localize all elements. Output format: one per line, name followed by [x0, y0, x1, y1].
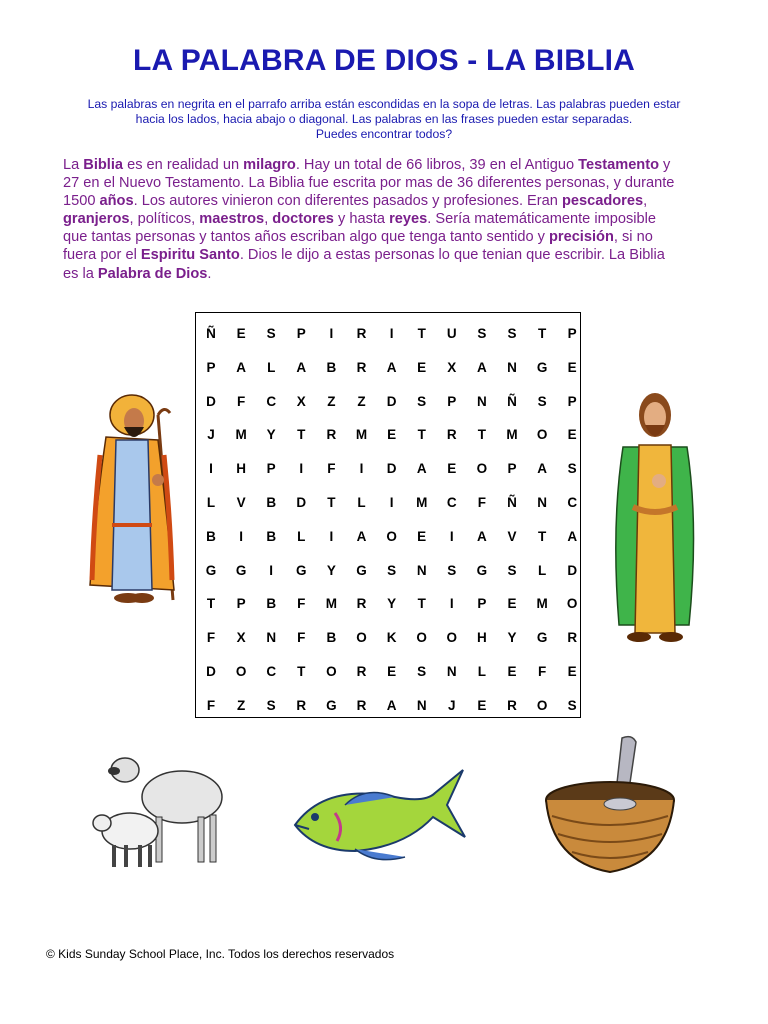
grid-letter: D [206, 664, 216, 679]
grid-letter: R [356, 359, 367, 375]
grid-letter: D [386, 393, 397, 409]
grid-letter: T [537, 326, 547, 341]
man-with-staff-illustration [78, 385, 188, 610]
grid-letter: Y [326, 562, 336, 578]
grid-letter: S [507, 326, 517, 341]
paragraph-text: , políticos, [129, 211, 200, 228]
paragraph-text: que tantas personas y tantos años escriban algo que tenga tanto sentido y [63, 229, 549, 246]
grid-letter: C [266, 664, 277, 679]
grid-letter: A [386, 359, 397, 375]
bold-keyword: Biblia [83, 157, 124, 173]
bold-keyword: pescadores [561, 193, 644, 210]
grid-letter: Ñ [507, 393, 517, 409]
grid-letter: O [235, 664, 247, 679]
grid-letter: E [417, 528, 427, 544]
bold-keyword: precisión [548, 229, 614, 246]
grid-letter: X [236, 630, 246, 646]
grid-letter: M [325, 596, 338, 612]
grid-letter: P [567, 393, 577, 409]
grid-letter: L [297, 528, 306, 544]
instructions-line: Las palabras en negrita en el parrafo arriba están escondidas en la sopa de letras. Las palabras pueden estar [87, 97, 681, 111]
grid-letter: E [236, 326, 246, 341]
grid-letter: C [446, 495, 457, 510]
grid-letter: A [537, 461, 547, 477]
paragraph-line [63, 174, 711, 192]
paragraph-line [63, 265, 711, 283]
grid-letter: M [536, 596, 548, 612]
bold-keyword: granjeros [63, 211, 130, 228]
paragraph-text: es la [63, 265, 98, 282]
instructions-line: hacia los lados, hacia abajo o diagonal. Las palabras en las frases pueden estar separadas. [135, 112, 633, 126]
grid-row [196, 385, 580, 419]
grid-letter: L [537, 562, 547, 578]
paragraph-text: , [643, 193, 648, 210]
instructions-line: Puedes encontrar todos? [315, 127, 453, 141]
paragraph-text: es en realidad un [123, 157, 244, 173]
grid-letter: R [446, 427, 457, 443]
grid-letter: E [507, 596, 517, 612]
paragraph-line [63, 156, 711, 174]
grid-letter: P [296, 326, 306, 341]
grid-letter: Y [387, 596, 397, 612]
bold-keyword: Espiritu Santo [140, 247, 240, 264]
grid-row [196, 621, 580, 655]
grid-letter: T [297, 664, 306, 679]
paragraph-text: , [264, 211, 273, 228]
grid-letter: R [507, 697, 517, 713]
grid-letter: R [296, 697, 307, 713]
grid-letter: P [507, 461, 517, 477]
grid-row [196, 418, 580, 452]
grid-letter: E [417, 359, 427, 375]
sheep-illustration [90, 745, 235, 875]
grid-letter: S [477, 326, 487, 341]
grid-letter: H [477, 630, 487, 646]
grid-letter: L [267, 359, 276, 375]
grid-letter: V [507, 528, 517, 544]
grid-letter: S [417, 664, 427, 679]
grid-letter: G [205, 562, 217, 578]
grid-letter: M [506, 427, 518, 443]
grid-letter: A [477, 528, 487, 544]
grid-letter: N [477, 393, 487, 409]
grid-letter: E [507, 664, 517, 679]
grid-letter: F [236, 393, 246, 409]
grid-row [196, 520, 580, 554]
grid-letter: O [566, 596, 578, 612]
grid-row [196, 452, 580, 486]
grid-letter: O [446, 630, 458, 646]
grid-letter: I [389, 326, 394, 341]
grid-letter: S [387, 562, 397, 578]
grid-letter: O [476, 461, 488, 477]
grid-letter: N [416, 562, 427, 578]
grid-letter: D [386, 461, 397, 477]
grid-row [196, 689, 580, 723]
grid-letter: B [266, 528, 277, 544]
fish-illustration [285, 765, 470, 870]
grid-letter: G [296, 562, 307, 578]
grid-letter: Z [327, 393, 336, 409]
grid-letter: E [447, 461, 457, 477]
grid-letter: G [536, 630, 548, 646]
grid-letter: N [507, 359, 517, 375]
grid-letter: E [567, 359, 577, 375]
paragraph-text: , si no [613, 229, 653, 246]
grid-letter: I [389, 495, 394, 510]
grid-letter: I [269, 562, 274, 578]
grid-letter: F [537, 664, 547, 679]
grid-letter: A [477, 359, 487, 375]
grid-letter: L [477, 664, 487, 679]
grid-letter: I [299, 461, 304, 477]
paragraph-text: . [207, 265, 212, 282]
grid-letter: S [567, 461, 577, 477]
grid-letter: R [356, 697, 367, 713]
grid-letter: F [297, 596, 306, 612]
grid-letter: M [416, 495, 428, 510]
grid-letter: I [449, 528, 454, 544]
grid-letter: N [416, 697, 427, 713]
grid-letter: Ñ [206, 326, 216, 341]
bold-keyword: años [99, 193, 134, 210]
paragraph-text: y hasta [333, 211, 390, 228]
grid-letter: J [207, 427, 215, 443]
grid-letter: T [537, 528, 547, 544]
paragraph-text: 27 en el Nuevo Testamento. La Biblia fue escrita por mas de 36 diferentes personas, y durante [63, 175, 675, 192]
grid-letter: S [567, 697, 577, 713]
grid-letter: B [326, 630, 337, 646]
copyright-footer: © Kids Sunday School Place, Inc. Todos los derechos reservados [46, 947, 395, 961]
grid-letter: C [266, 393, 277, 409]
grid-letter: B [326, 359, 337, 375]
grid-letter: J [448, 697, 456, 713]
word-search-grid [195, 312, 581, 718]
grid-letter: R [326, 427, 337, 443]
grid-row [196, 351, 580, 385]
grid-letter: T [206, 596, 216, 612]
grid-letter: O [326, 664, 337, 679]
grid-letter: T [417, 326, 426, 341]
grid-letter: N [537, 495, 547, 510]
grid-letter: R [356, 326, 367, 341]
grid-letter: T [417, 596, 426, 612]
bold-keyword: doctores [272, 211, 334, 228]
grid-letter: G [356, 562, 367, 578]
instructions [60, 97, 708, 142]
grid-letter: N [266, 630, 277, 646]
grid-letter: F [297, 630, 306, 646]
grid-letter: Y [266, 427, 276, 443]
grid-letter: P [447, 393, 457, 409]
paragraph-text: La [63, 157, 84, 173]
grid-letter: C [567, 495, 578, 510]
grid-letter: I [239, 528, 243, 544]
grid-letter: F [327, 461, 336, 477]
grid-letter: A [356, 528, 367, 544]
bold-keyword: milagro [243, 157, 296, 173]
grid-letter: M [235, 427, 247, 443]
grid-letter: T [477, 427, 487, 443]
bible-paragraph [63, 156, 711, 283]
grid-letter: Ñ [507, 495, 517, 510]
grid-letter: P [567, 326, 577, 341]
grid-letter: A [296, 359, 307, 375]
grid-row [196, 554, 580, 588]
grid-letter: O [356, 630, 367, 646]
grid-letter: I [329, 326, 334, 341]
grid-letter: G [536, 359, 548, 375]
paragraph-line [63, 246, 711, 264]
grid-letter: E [387, 664, 397, 679]
grid-letter: T [417, 427, 426, 443]
grid-letter: S [417, 393, 427, 409]
grid-letter: U [446, 326, 457, 341]
grid-letter: I [449, 596, 454, 612]
bold-keyword: Palabra de Dios [97, 265, 208, 282]
grid-letter: R [356, 664, 367, 679]
grid-letter: S [507, 562, 517, 578]
grid-letter: I [359, 461, 364, 477]
grid-row [196, 587, 580, 621]
paragraph-text: . Hay un total de 66 libros, 39 en el Antiguo [295, 157, 579, 173]
paragraph-line [63, 192, 711, 210]
bold-keyword: reyes [389, 211, 428, 228]
man-in-green-robe-illustration [605, 385, 705, 650]
grid-letter: F [206, 697, 216, 713]
page-title: LA PALABRA DE DIOS - LA BIBLIA [132, 44, 636, 77]
grid-letter: X [447, 359, 457, 375]
bold-keyword: maestros [199, 211, 265, 228]
paragraph-line [63, 228, 711, 246]
grid-letter: L [357, 495, 366, 510]
grid-letter: B [266, 596, 277, 612]
grid-letter: P [266, 461, 276, 477]
grid-letter: T [327, 495, 336, 510]
paragraph-text: fuera por el [63, 247, 141, 264]
mortar-and-pestle-illustration [540, 730, 680, 880]
grid-letter: A [386, 697, 397, 713]
grid-letter: S [266, 326, 276, 341]
grid-letter: P [477, 596, 487, 612]
grid-letter: O [416, 630, 427, 646]
grid-letter: R [356, 596, 367, 612]
grid-letter: E [567, 427, 577, 443]
bold-keyword: Testamento [578, 157, 659, 173]
grid-letter: D [296, 495, 307, 510]
grid-letter: Y [507, 630, 517, 646]
grid-letter: Z [357, 393, 366, 409]
grid-row [196, 486, 580, 520]
grid-letter: V [236, 495, 246, 510]
grid-letter: N [446, 664, 457, 679]
grid-letter: S [537, 393, 547, 409]
grid-letter: B [266, 495, 277, 510]
grid-letter: A [416, 461, 427, 477]
grid-letter: F [206, 630, 216, 646]
grid-letter: K [386, 630, 397, 646]
grid-letter: A [567, 528, 578, 544]
grid-letter: M [355, 427, 368, 443]
grid-letter: G [235, 562, 247, 578]
grid-letter: F [477, 495, 487, 510]
grid-letter: E [567, 664, 577, 679]
grid-letter: B [206, 528, 216, 544]
grid-letter: T [297, 427, 306, 443]
paragraph-text: . Los autores vinieron con diferentes pasados y profesiones. Eran [133, 193, 562, 210]
paragraph-text: y [659, 157, 671, 173]
grid-letter: R [567, 630, 578, 646]
grid-letter: E [387, 427, 397, 443]
paragraph-line [63, 210, 711, 228]
grid-letter: E [477, 697, 487, 713]
grid-letter: O [386, 528, 397, 544]
grid-row [196, 317, 580, 351]
grid-letter: I [329, 528, 334, 544]
grid-letter: X [296, 393, 306, 409]
grid-row [196, 655, 580, 689]
paragraph-text: 1500 [63, 193, 100, 210]
paragraph-text: . Sería matemáticamente imposible [427, 211, 656, 228]
grid-letter: P [206, 359, 216, 375]
grid-letter: A [236, 359, 246, 375]
grid-letter: D [206, 393, 216, 409]
grid-letter: P [236, 596, 246, 612]
grid-letter: I [209, 461, 213, 477]
grid-letter: S [266, 697, 276, 713]
grid-letter: Z [236, 697, 246, 713]
grid-letter: G [326, 697, 337, 713]
paragraph-text: . Dios le dijo a estas personas lo que tenian que escribir. La Biblia [239, 247, 665, 264]
grid-letter: G [476, 562, 488, 578]
grid-letter: S [447, 562, 457, 578]
grid-letter: O [536, 697, 548, 713]
grid-letter: L [206, 495, 216, 510]
grid-letter: O [536, 427, 548, 443]
grid-letter: D [567, 562, 578, 578]
grid-letter: H [236, 461, 246, 477]
